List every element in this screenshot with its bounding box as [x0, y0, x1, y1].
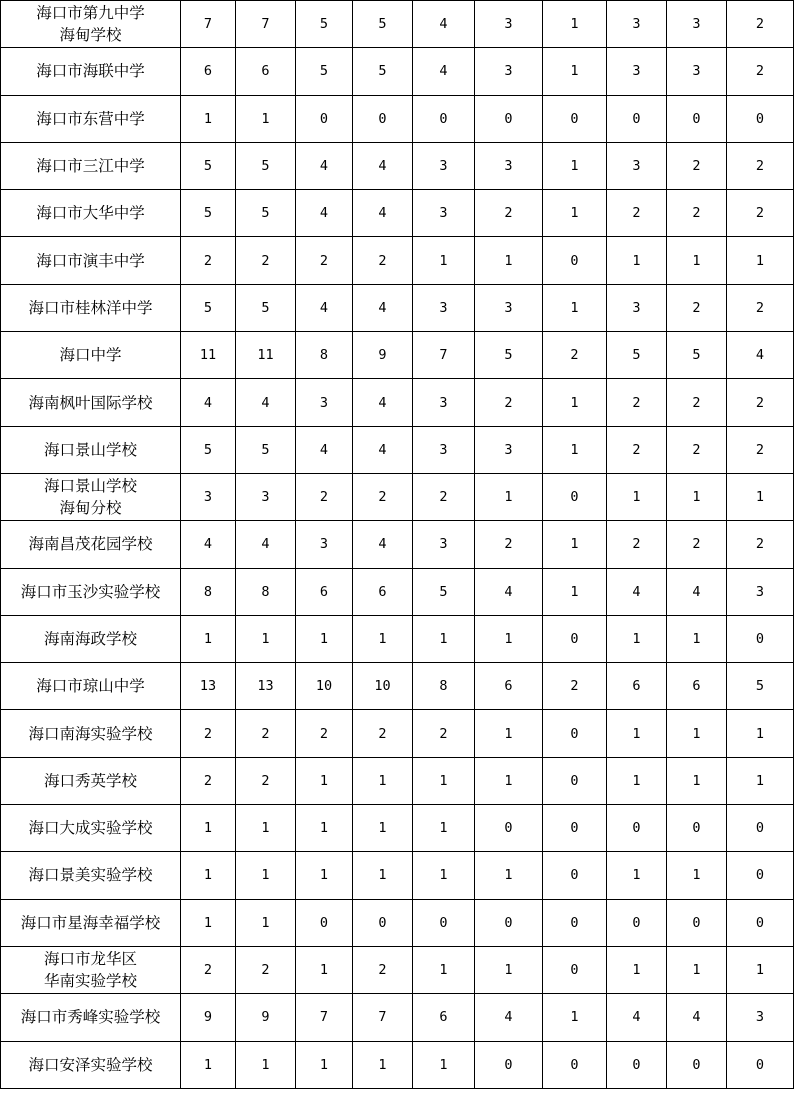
- table-row: [1, 757, 794, 804]
- value-cell: 2: [236, 710, 296, 757]
- value-cell: 6: [413, 994, 475, 1041]
- value-cell: 0: [475, 899, 543, 946]
- value-cell: 4: [607, 994, 667, 1041]
- value-cell: 3: [727, 994, 794, 1041]
- value-cell: 5: [667, 332, 727, 379]
- school-name-cell: 海口南海实验学校: [1, 710, 181, 757]
- school-name-cell: 海口景山学校: [1, 426, 181, 473]
- value-cell: 1: [607, 852, 667, 899]
- value-cell: 1: [181, 899, 236, 946]
- value-cell: 2: [236, 237, 296, 284]
- value-cell: 1: [667, 473, 727, 520]
- value-cell: 1: [413, 805, 475, 852]
- value-cell: 2: [181, 757, 236, 804]
- value-cell: 0: [727, 95, 794, 142]
- value-cell: 4: [667, 994, 727, 1041]
- value-cell: 5: [236, 426, 296, 473]
- table-row: [1, 946, 794, 993]
- table-row: [1, 568, 794, 615]
- value-cell: 10: [353, 663, 413, 710]
- value-cell: 2: [181, 710, 236, 757]
- value-cell: 2: [667, 426, 727, 473]
- value-cell: 3: [413, 521, 475, 568]
- value-cell: 2: [353, 473, 413, 520]
- table-row: [1, 332, 794, 379]
- value-cell: 4: [353, 521, 413, 568]
- value-cell: 2: [475, 190, 543, 237]
- value-cell: 1: [475, 946, 543, 993]
- value-cell: 3: [475, 142, 543, 189]
- value-cell: 2: [667, 379, 727, 426]
- value-cell: 2: [296, 237, 353, 284]
- value-cell: 1: [296, 852, 353, 899]
- value-cell: 5: [236, 284, 296, 331]
- value-cell: 8: [413, 663, 475, 710]
- value-cell: 3: [607, 1, 667, 48]
- value-cell: 0: [475, 805, 543, 852]
- value-cell: 1: [181, 852, 236, 899]
- value-cell: 1: [667, 946, 727, 993]
- value-cell: 5: [413, 568, 475, 615]
- value-cell: 6: [296, 568, 353, 615]
- value-cell: 0: [543, 757, 607, 804]
- value-cell: 1: [543, 379, 607, 426]
- value-cell: 0: [543, 615, 607, 662]
- school-name-cell: 海口市桂林洋中学: [1, 284, 181, 331]
- value-cell: 2: [296, 473, 353, 520]
- table-row: [1, 142, 794, 189]
- value-cell: 0: [475, 1041, 543, 1088]
- value-cell: 7: [181, 1, 236, 48]
- school-name-cell: 海口景美实验学校: [1, 852, 181, 899]
- value-cell: 4: [181, 521, 236, 568]
- value-cell: 3: [413, 426, 475, 473]
- value-cell: 4: [296, 284, 353, 331]
- value-cell: 1: [667, 852, 727, 899]
- value-cell: 0: [607, 1041, 667, 1088]
- value-cell: 4: [353, 142, 413, 189]
- value-cell: 2: [353, 237, 413, 284]
- value-cell: 5: [236, 190, 296, 237]
- value-cell: 1: [543, 190, 607, 237]
- value-cell: 2: [727, 521, 794, 568]
- value-cell: 2: [727, 48, 794, 95]
- value-cell: 1: [475, 615, 543, 662]
- value-cell: 2: [607, 521, 667, 568]
- value-cell: 1: [236, 899, 296, 946]
- value-cell: 1: [543, 48, 607, 95]
- school-name-cell: 海口景山学校 海甸分校: [1, 473, 181, 520]
- value-cell: 0: [475, 95, 543, 142]
- value-cell: 1: [667, 237, 727, 284]
- value-cell: 2: [607, 379, 667, 426]
- value-cell: 1: [353, 805, 413, 852]
- school-name-cell: 海口市琼山中学: [1, 663, 181, 710]
- value-cell: 0: [353, 899, 413, 946]
- value-cell: 2: [236, 757, 296, 804]
- value-cell: 0: [413, 899, 475, 946]
- value-cell: 5: [353, 1, 413, 48]
- value-cell: 1: [475, 710, 543, 757]
- value-cell: 4: [413, 48, 475, 95]
- school-name-cell: 海口市秀峰实验学校: [1, 994, 181, 1041]
- value-cell: 9: [236, 994, 296, 1041]
- value-cell: 1: [727, 757, 794, 804]
- value-cell: 1: [475, 473, 543, 520]
- value-cell: 0: [543, 899, 607, 946]
- value-cell: 5: [607, 332, 667, 379]
- value-cell: 2: [181, 237, 236, 284]
- value-cell: 3: [181, 473, 236, 520]
- value-cell: 1: [607, 237, 667, 284]
- value-cell: 0: [543, 946, 607, 993]
- value-cell: 0: [667, 1041, 727, 1088]
- value-cell: 2: [543, 332, 607, 379]
- value-cell: 2: [475, 379, 543, 426]
- value-cell: 6: [475, 663, 543, 710]
- value-cell: 2: [667, 521, 727, 568]
- value-cell: 3: [607, 284, 667, 331]
- school-name-cell: 海口秀英学校: [1, 757, 181, 804]
- value-cell: 4: [353, 426, 413, 473]
- value-cell: 1: [236, 95, 296, 142]
- table-row: [1, 899, 794, 946]
- value-cell: 2: [667, 190, 727, 237]
- value-cell: 4: [353, 284, 413, 331]
- value-cell: 2: [543, 663, 607, 710]
- value-cell: 3: [475, 48, 543, 95]
- school-name-cell: 海口市第九中学 海甸学校: [1, 1, 181, 48]
- value-cell: 4: [727, 332, 794, 379]
- value-cell: 6: [181, 48, 236, 95]
- table-row: [1, 48, 794, 95]
- value-cell: 1: [296, 1041, 353, 1088]
- value-cell: 2: [667, 142, 727, 189]
- table-row: [1, 805, 794, 852]
- value-cell: 0: [543, 1041, 607, 1088]
- value-cell: 1: [181, 615, 236, 662]
- table-row: [1, 95, 794, 142]
- value-cell: 4: [296, 426, 353, 473]
- school-name-cell: 海口市玉沙实验学校: [1, 568, 181, 615]
- table-row: [1, 710, 794, 757]
- value-cell: 0: [667, 95, 727, 142]
- value-cell: 1: [236, 615, 296, 662]
- value-cell: 2: [727, 284, 794, 331]
- table-row: [1, 190, 794, 237]
- value-cell: 2: [607, 426, 667, 473]
- value-cell: 4: [353, 379, 413, 426]
- value-cell: 1: [236, 1041, 296, 1088]
- school-name-cell: 海口市大华中学: [1, 190, 181, 237]
- value-cell: 1: [181, 1041, 236, 1088]
- value-cell: 1: [543, 142, 607, 189]
- value-cell: 2: [296, 710, 353, 757]
- table-row: [1, 426, 794, 473]
- value-cell: 0: [296, 95, 353, 142]
- school-name-cell: 海南枫叶国际学校: [1, 379, 181, 426]
- value-cell: 9: [353, 332, 413, 379]
- value-cell: 2: [413, 710, 475, 757]
- value-cell: 0: [543, 237, 607, 284]
- value-cell: 1: [181, 805, 236, 852]
- value-cell: 0: [607, 805, 667, 852]
- value-cell: 8: [296, 332, 353, 379]
- value-cell: 3: [296, 521, 353, 568]
- value-cell: 1: [413, 615, 475, 662]
- value-cell: 6: [236, 48, 296, 95]
- value-cell: 1: [543, 568, 607, 615]
- value-cell: 1: [727, 237, 794, 284]
- value-cell: 3: [413, 142, 475, 189]
- value-cell: 1: [667, 615, 727, 662]
- value-cell: 3: [475, 1, 543, 48]
- value-cell: 7: [236, 1, 296, 48]
- value-cell: 4: [296, 190, 353, 237]
- value-cell: 3: [413, 190, 475, 237]
- value-cell: 1: [543, 521, 607, 568]
- value-cell: 3: [413, 379, 475, 426]
- value-cell: 0: [543, 710, 607, 757]
- value-cell: 2: [607, 190, 667, 237]
- value-cell: 1: [413, 1041, 475, 1088]
- value-cell: 1: [353, 615, 413, 662]
- value-cell: 0: [607, 95, 667, 142]
- value-cell: 1: [296, 805, 353, 852]
- table-row: [1, 473, 794, 520]
- value-cell: 1: [413, 946, 475, 993]
- school-name-cell: 海口市东营中学: [1, 95, 181, 142]
- value-cell: 0: [296, 899, 353, 946]
- value-cell: 5: [181, 190, 236, 237]
- value-cell: 7: [296, 994, 353, 1041]
- value-cell: 6: [353, 568, 413, 615]
- value-cell: 1: [413, 852, 475, 899]
- school-name-cell: 海南海政学校: [1, 615, 181, 662]
- table-row: [1, 521, 794, 568]
- value-cell: 5: [296, 1, 353, 48]
- value-cell: 6: [667, 663, 727, 710]
- value-cell: 10: [296, 663, 353, 710]
- value-cell: 1: [607, 946, 667, 993]
- table-row: [1, 852, 794, 899]
- value-cell: 1: [727, 710, 794, 757]
- value-cell: 4: [353, 190, 413, 237]
- value-cell: 5: [181, 142, 236, 189]
- school-name-cell: 海南昌茂花园学校: [1, 521, 181, 568]
- value-cell: 4: [475, 994, 543, 1041]
- school-name-cell: 海口市星海幸福学校: [1, 899, 181, 946]
- value-cell: 3: [475, 426, 543, 473]
- value-cell: 0: [607, 899, 667, 946]
- value-cell: 4: [181, 379, 236, 426]
- value-cell: 1: [296, 757, 353, 804]
- table-row: [1, 994, 794, 1041]
- school-name-cell: 海口中学: [1, 332, 181, 379]
- value-cell: 1: [543, 426, 607, 473]
- value-cell: 5: [296, 48, 353, 95]
- value-cell: 0: [543, 805, 607, 852]
- value-cell: 1: [296, 615, 353, 662]
- value-cell: 4: [607, 568, 667, 615]
- value-cell: 1: [475, 757, 543, 804]
- value-cell: 3: [727, 568, 794, 615]
- value-cell: 3: [475, 284, 543, 331]
- value-cell: 8: [236, 568, 296, 615]
- value-cell: 3: [296, 379, 353, 426]
- value-cell: 5: [475, 332, 543, 379]
- value-cell: 0: [727, 852, 794, 899]
- value-cell: 2: [475, 521, 543, 568]
- table-row: [1, 1041, 794, 1088]
- school-name-cell: 海口市龙华区 华南实验学校: [1, 946, 181, 993]
- value-cell: 2: [727, 426, 794, 473]
- value-cell: 3: [607, 142, 667, 189]
- value-cell: 1: [607, 710, 667, 757]
- value-cell: 0: [727, 1041, 794, 1088]
- value-cell: 1: [353, 852, 413, 899]
- value-cell: 3: [607, 48, 667, 95]
- value-cell: 1: [727, 473, 794, 520]
- value-cell: 0: [727, 615, 794, 662]
- value-cell: 0: [543, 473, 607, 520]
- value-cell: 1: [727, 946, 794, 993]
- value-cell: 13: [181, 663, 236, 710]
- value-cell: 0: [413, 95, 475, 142]
- table-body: [1, 1, 794, 1089]
- value-cell: 2: [727, 379, 794, 426]
- value-cell: 4: [475, 568, 543, 615]
- value-cell: 1: [413, 237, 475, 284]
- value-cell: 3: [667, 48, 727, 95]
- school-name-cell: 海口安泽实验学校: [1, 1041, 181, 1088]
- value-cell: 3: [413, 284, 475, 331]
- value-cell: 11: [181, 332, 236, 379]
- value-cell: 1: [353, 1041, 413, 1088]
- value-cell: 1: [607, 473, 667, 520]
- table-row: [1, 379, 794, 426]
- value-cell: 2: [727, 1, 794, 48]
- value-cell: 4: [667, 568, 727, 615]
- value-cell: 2: [236, 946, 296, 993]
- value-cell: 0: [667, 805, 727, 852]
- value-cell: 5: [353, 48, 413, 95]
- value-cell: 1: [543, 994, 607, 1041]
- value-cell: 3: [667, 1, 727, 48]
- value-cell: 6: [607, 663, 667, 710]
- school-name-cell: 海口市三江中学: [1, 142, 181, 189]
- value-cell: 4: [236, 379, 296, 426]
- school-name-cell: 海口大成实验学校: [1, 805, 181, 852]
- value-cell: 4: [413, 1, 475, 48]
- value-cell: 1: [296, 946, 353, 993]
- value-cell: 1: [236, 805, 296, 852]
- value-cell: 7: [413, 332, 475, 379]
- value-cell: 1: [667, 710, 727, 757]
- value-cell: 2: [667, 284, 727, 331]
- value-cell: 1: [667, 757, 727, 804]
- value-cell: 1: [543, 1, 607, 48]
- value-cell: 4: [296, 142, 353, 189]
- value-cell: 4: [236, 521, 296, 568]
- value-cell: 1: [607, 757, 667, 804]
- table-row: [1, 284, 794, 331]
- value-cell: 0: [543, 852, 607, 899]
- value-cell: 1: [353, 757, 413, 804]
- value-cell: 2: [181, 946, 236, 993]
- value-cell: 1: [475, 237, 543, 284]
- value-cell: 0: [727, 805, 794, 852]
- value-cell: 0: [543, 95, 607, 142]
- value-cell: 0: [667, 899, 727, 946]
- value-cell: 0: [353, 95, 413, 142]
- school-name-cell: 海口市海联中学: [1, 48, 181, 95]
- value-cell: 2: [353, 946, 413, 993]
- value-cell: 1: [543, 284, 607, 331]
- value-cell: 5: [727, 663, 794, 710]
- value-cell: 5: [181, 284, 236, 331]
- value-cell: 2: [727, 190, 794, 237]
- value-cell: 11: [236, 332, 296, 379]
- value-cell: 1: [607, 615, 667, 662]
- table-row: [1, 615, 794, 662]
- value-cell: 8: [181, 568, 236, 615]
- value-cell: 2: [413, 473, 475, 520]
- table-row: [1, 1, 794, 48]
- value-cell: 1: [475, 852, 543, 899]
- value-cell: 2: [727, 142, 794, 189]
- value-cell: 1: [413, 757, 475, 804]
- value-cell: 2: [353, 710, 413, 757]
- value-cell: 13: [236, 663, 296, 710]
- value-cell: 5: [236, 142, 296, 189]
- value-cell: 1: [181, 95, 236, 142]
- value-cell: 7: [353, 994, 413, 1041]
- table-row: [1, 663, 794, 710]
- table-row: [1, 237, 794, 284]
- value-cell: 0: [727, 899, 794, 946]
- value-cell: 3: [236, 473, 296, 520]
- value-cell: 1: [236, 852, 296, 899]
- value-cell: 5: [181, 426, 236, 473]
- value-cell: 9: [181, 994, 236, 1041]
- school-name-cell: 海口市演丰中学: [1, 237, 181, 284]
